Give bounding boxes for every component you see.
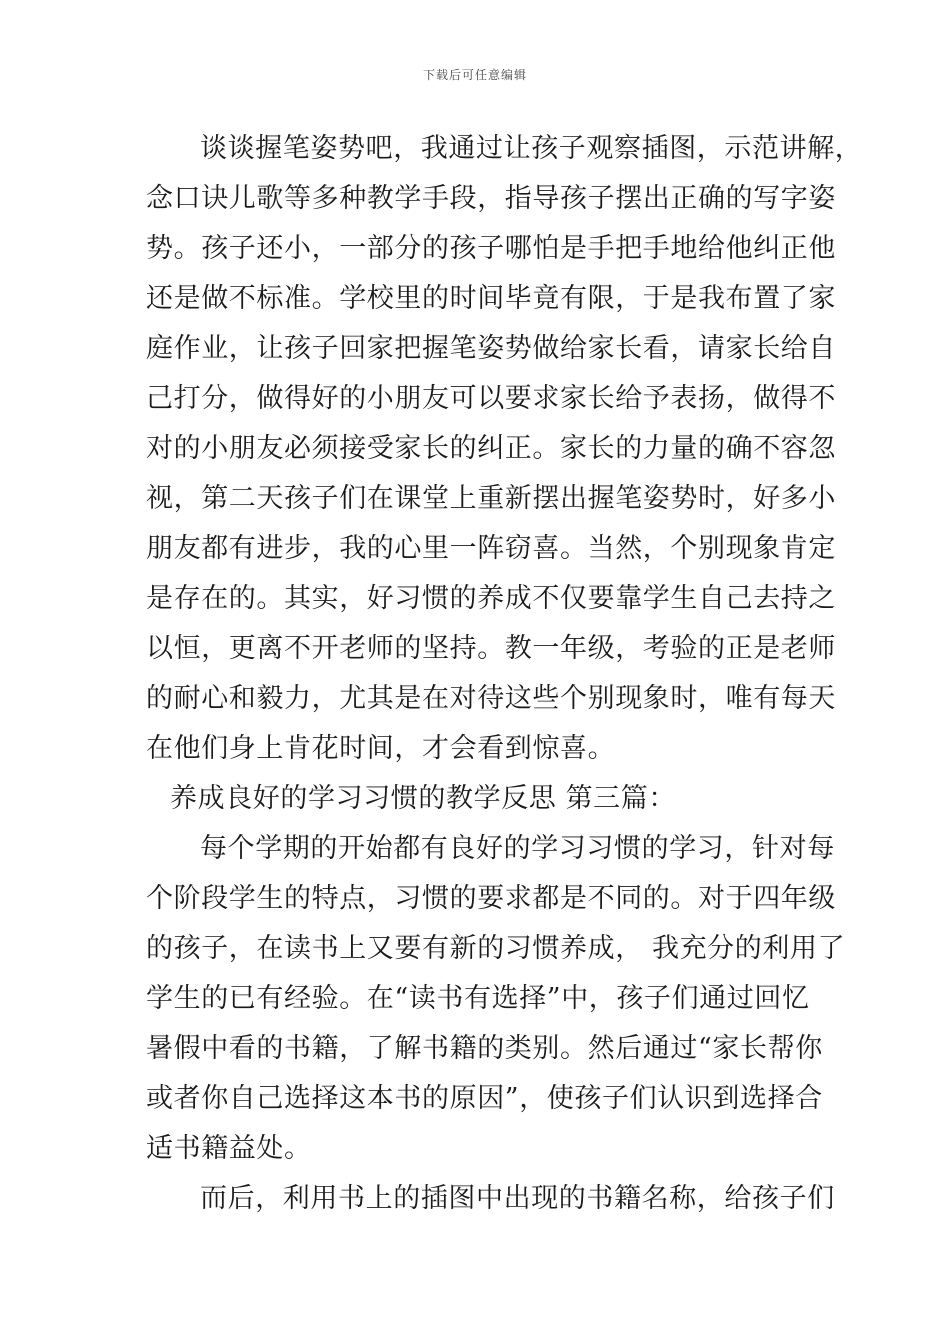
paragraph-line: 视，第二天孩子们在课堂上重新摆出握笔姿势时，好多小 (146, 483, 836, 514)
paragraph-line: 朋友都有进步，我的心里一阵窃喜。当然，个别现象肯定 (146, 533, 836, 564)
paragraph-line: 而后，利用书上的插图中出现的书籍名称，给孩子们 (200, 1183, 835, 1214)
paragraph-line: 是存在的。其实，好习惯的养成不仅要靠学生自己去持之 (146, 583, 836, 614)
paragraph-line: 己打分，做得好的小朋友可以要求家长给予表扬，做得不 (146, 383, 836, 414)
paragraph-line: 在他们身上肯花时间，才会看到惊喜。 (146, 733, 616, 764)
page-header: 下载后可任意编辑 (422, 68, 527, 82)
paragraph-line: 以恒，更离不开老师的坚持。教一年级，考验的正是老师 (146, 633, 836, 664)
paragraph-line: 的耐心和毅力，尤其是在对待这些个别现象时，唯有每天 (146, 683, 836, 714)
paragraph-line: 庭作业，让孩子回家把握笔姿势做给家长看，请家长给自 (146, 333, 836, 364)
paragraph-line: 念口诀儿歌等多种教学手段，指导孩子摆出正确的写字姿 (146, 183, 836, 214)
paragraph-line: 或者你自己选择这本书的原因”，使孩子们认识到选择合 (146, 1083, 823, 1114)
paragraph-line: 个阶段学生的特点，习惯的要求都是不同的。对于四年级 (146, 883, 836, 914)
paragraph-line: 学生的已有经验。在“读书有选择”中，孩子们通过回忆 (146, 983, 810, 1014)
paragraph-line: 对的小朋友必须接受家长的纠正。家长的力量的确不容忽 (146, 433, 836, 464)
paragraph-line: 谈谈握笔姿势吧，我通过让孩子观察插图，示范讲解， (200, 133, 863, 164)
paragraph-line: 适书籍益处。 (146, 1133, 312, 1164)
paragraph-line: 每个学期的开始都有良好的学习习惯的学习，针对每 (200, 833, 835, 864)
section-heading: 养成良好的学习习惯的教学反思 第三篇： (170, 783, 676, 814)
paragraph-line: 还是做不标准。学校里的时间毕竟有限，于是我布置了家 (146, 283, 836, 314)
paragraph-line: 势。孩子还小，一部分的孩子哪怕是手把手地给他纠正他 (146, 233, 836, 264)
paragraph-line: 的孩子，在读书上又要有新的习惯养成， 我充分的利用了 (146, 933, 846, 964)
paragraph-line: 暑假中看的书籍，了解书籍的类别。然后通过“家长帮你 (146, 1033, 823, 1064)
